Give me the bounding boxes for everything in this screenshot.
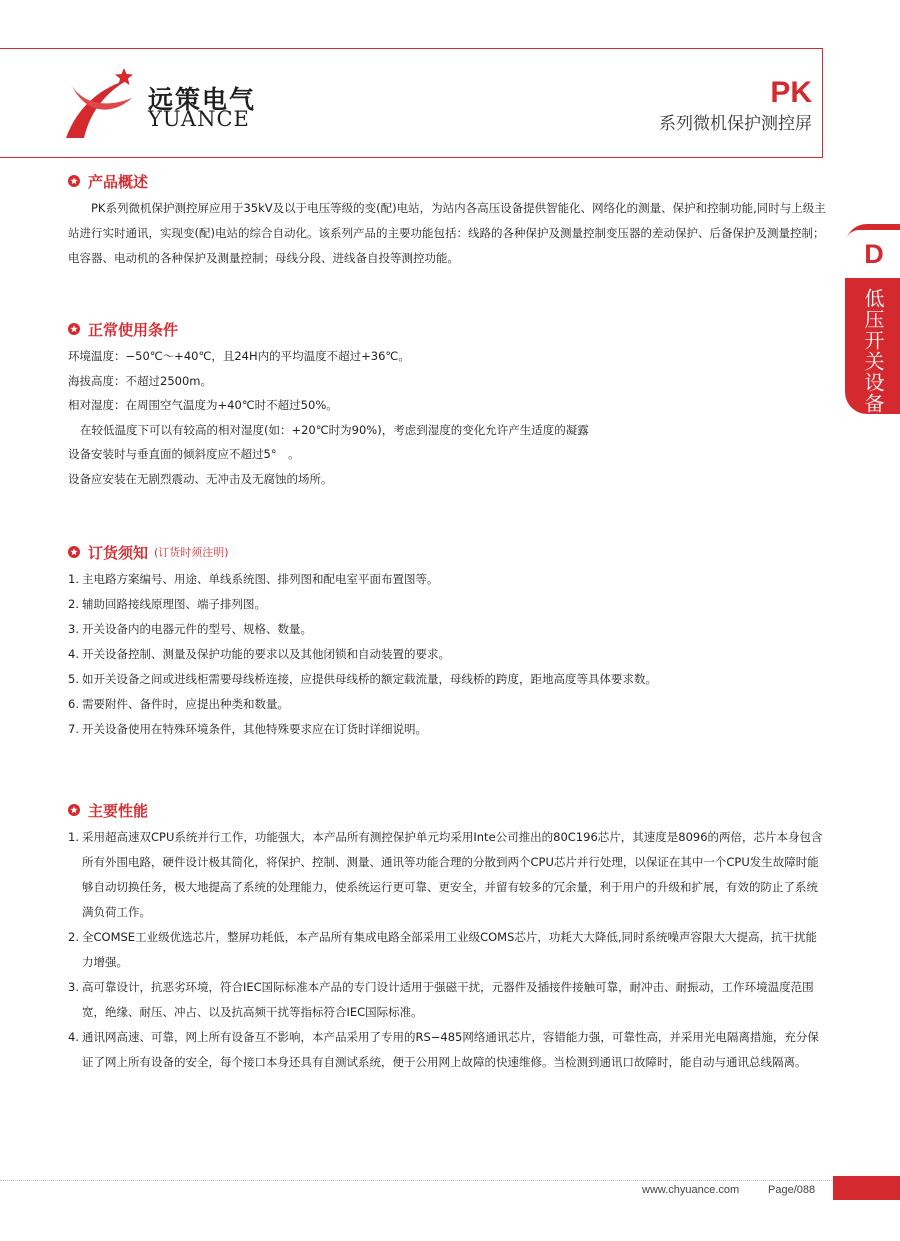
item-number: 3. <box>68 622 79 636</box>
condition-line: 设备安装时与垂直面的倾斜度应不超过5° 。 <box>68 447 300 461</box>
section-title <box>68 318 828 340</box>
product-subtitle: 系列微机保护测控屏 <box>659 114 812 134</box>
list-item <box>68 692 828 717</box>
yuance-logo-icon <box>62 64 142 142</box>
ordering-list <box>68 567 828 742</box>
product-code: PK <box>770 76 812 109</box>
page-number: Page/088 <box>768 1184 816 1196</box>
star-circle-icon <box>68 323 80 335</box>
condition-line: 海拔高度：不超过2500m。 <box>68 373 212 388</box>
section-title-text: 产品概述 <box>88 172 149 191</box>
item-number: 1. <box>68 830 79 844</box>
item-text: 高可靠设计，抗恶劣环境，符合IEC国际标准本产品的专门设计适用于强磁干扰，元器件及插接件接触可靠，耐冲击、耐振动，工作环境温度范围宽，绝缘、耐压、冲占、以及抗高频干扰等指标符合IEC国际标准。 <box>82 980 814 1019</box>
section-title-text: 主要性能 <box>88 801 149 820</box>
item-number: 4. <box>68 647 79 661</box>
condition-line: 相对湿度：在周围空气温度为+40℃时不超过50%。 <box>68 398 338 412</box>
item-number: 4. <box>68 1030 79 1044</box>
item-text: 主电路方案编号、用途、单线系统图、排列图和配电室平面布置图等。 <box>82 572 439 586</box>
category-letter: D <box>845 230 900 278</box>
list-item <box>68 642 828 667</box>
item-number: 1. <box>68 572 79 586</box>
item-text: 辅助回路接线原理图、端子排列图。 <box>82 597 266 611</box>
section-conditions <box>68 318 828 491</box>
list-item <box>68 567 828 592</box>
item-text: 开关设备内的电器元件的型号、规格、数量。 <box>82 622 312 636</box>
section-title <box>68 799 828 821</box>
star-circle-icon <box>68 175 80 187</box>
list-item <box>68 617 828 642</box>
star-circle-icon <box>68 804 80 816</box>
item-number: 5. <box>68 672 79 686</box>
list-item <box>68 667 828 692</box>
section-note: (订货时须注明) <box>154 546 229 559</box>
overview-paragraph: PK系列微机保护测控屏应用于35kV及以于电压等级的变(配)电站，为站内各高压设备提供智能化、网络化的测量、保护和控制功能,同时与上级主站进行实时通讯，实现变(配)电站的综合自动化。该系列产品的主要功能包括：线路的各种保护及测量控制变压器的差动保护、后备保护及测量控制；电容器、电动机的各种保护及测量控制；母线分段、进线备自投等测控功能。 <box>68 201 826 265</box>
list-item <box>68 1025 828 1075</box>
performance-list <box>68 825 828 1075</box>
condition-line: 环境温度：−50℃～+40℃，且24H内的平均温度不超过+36℃。 <box>68 349 410 363</box>
list-item <box>68 925 828 975</box>
item-text: 采用超高速双CPU系统并行工作，功能强大，本产品所有测控保护单元均采用Inte公司推出的80C196芯片，其速度是8096的两倍，芯片本身包含所有外围电路，硬件设计极其简化，将保护、控制、测量、通讯等功能合理的分散到两个CPU芯片并行处理，以保证在其中一个CPU发生故障时能够自动切换任务，极大地提高了系统的处理能力，使系统运行更可靠、更安全，并留有较多的冗余量，利于用户的升级和扩展，有效的防止了系统满负荷工作。 <box>82 830 823 919</box>
category-side-tab <box>845 224 900 414</box>
item-number: 6. <box>68 697 79 711</box>
star-circle-icon <box>68 546 80 558</box>
item-text: 开关设备使用在特殊环境条件，其他特殊要求应在订货时详细说明。 <box>82 722 427 736</box>
section-title-text: 正常使用条件 <box>88 320 179 339</box>
category-label: 低压开关设备 <box>861 288 885 414</box>
section-ordering <box>68 541 828 742</box>
item-text: 开关设备控制、测量及保护功能的要求以及其他闭锁和自动装置的要求。 <box>82 647 450 661</box>
section-title <box>68 170 828 192</box>
footer-url: www.chyuance.com <box>642 1184 740 1196</box>
item-text: 如开关设备之间或进线柜需要母线桥连接，应提供母线桥的额定载流量，母线桥的跨度，距地高度等具体要求数。 <box>82 672 657 686</box>
brand-name-en: YUANCE <box>148 107 250 131</box>
footer-accent-bar <box>833 1176 900 1200</box>
condition-line: 在较低温度下可以有较高的相对湿度(如：+20℃时为90%)，考虑到湿度的变化允许产生适度的凝露 <box>80 422 589 437</box>
item-number: 7. <box>68 722 79 736</box>
item-number: 2. <box>68 597 79 611</box>
item-text: 通讯网高速、可靠，网上所有设备互不影响，本产品采用了专用的RS−485网络通讯芯片，容错能力强，可靠性高，并采用光电隔离措施，充分保证了网上所有设备的安全，每个接口本身还具有自测试系统，便于公用网上故障的快速维修。当检测到通讯口故障时，能自动与通讯总线隔离。 <box>82 1030 819 1069</box>
list-item <box>68 975 828 1025</box>
list-item <box>68 592 828 617</box>
condition-line: 设备应安装在无剧烈震动、无冲击及无腐蚀的场所。 <box>68 471 333 486</box>
brand-name-cn: 远策电气 <box>148 85 257 114</box>
item-number: 3. <box>68 980 79 994</box>
section-performance <box>68 799 828 1075</box>
item-number: 2. <box>68 930 79 944</box>
list-item <box>68 717 828 742</box>
item-text: 全COMSE工业级优选芯片，整屏功耗低，本产品所有集成电路全部采用工业级COMS芯片，功耗大大降低,同时系统噪声容限大大提高，抗干扰能力增强。 <box>82 930 818 969</box>
section-overview <box>68 170 828 271</box>
section-title <box>68 541 828 563</box>
list-item <box>68 825 828 925</box>
footer-divider <box>0 1180 900 1181</box>
section-title-text: 订货须知 <box>88 543 149 562</box>
item-text: 需要附件、备件时，应提出种类和数量。 <box>82 697 289 711</box>
